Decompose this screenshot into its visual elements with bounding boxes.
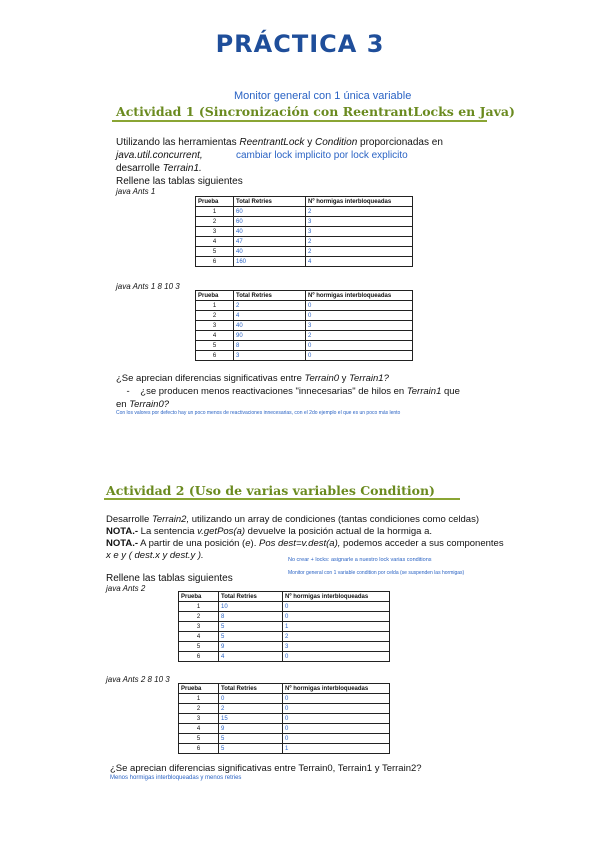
deadlocked-ants-cell: 0 xyxy=(283,694,390,704)
total-retries-cell: 4 xyxy=(234,311,306,321)
monitor-condition-note: Monitor general con 1 variable condition por celda (se suspenden las hormigas) xyxy=(288,570,465,576)
lock-note: cambiar lock implicito por lock explicito xyxy=(236,150,408,161)
deadlocked-ants-cell: 0 xyxy=(283,724,390,734)
table-header-row xyxy=(196,291,413,301)
table-row xyxy=(179,734,390,744)
total-retries-cell: 5 xyxy=(219,734,283,744)
table-row xyxy=(179,602,390,612)
column-header: Prueba xyxy=(196,291,234,301)
table-row xyxy=(179,744,390,754)
total-retries-cell: 8 xyxy=(234,341,306,351)
command-ants2: java Ants 2 xyxy=(106,584,146,593)
test-number-cell: 4 xyxy=(196,237,234,247)
table-act2-ants2-params xyxy=(178,683,390,754)
column-header: Nº hormigas interbloqueadas xyxy=(283,684,390,694)
test-number-cell: 5 xyxy=(179,734,219,744)
table-row xyxy=(179,622,390,632)
deadlocked-ants-cell: 0 xyxy=(283,704,390,714)
column-header: Total Retries xyxy=(219,684,283,694)
table-row xyxy=(196,227,413,237)
deadlocked-ants-cell: 0 xyxy=(283,612,390,622)
table-row xyxy=(196,331,413,341)
total-retries-cell: 90 xyxy=(234,331,306,341)
activity1-answer: Con los valores por defecto hay un poco menos de reactivaciones innecesarias, con el 2do ejemplo el que es un poco más lento xyxy=(116,410,401,416)
deadlocked-ants-cell: 0 xyxy=(283,652,390,662)
table-row xyxy=(196,247,413,257)
total-retries-cell: 10 xyxy=(219,602,283,612)
deadlocked-ants-cell: 1 xyxy=(283,744,390,754)
table-row xyxy=(196,301,413,311)
table-row xyxy=(179,652,390,662)
table-row xyxy=(179,612,390,622)
test-number-cell: 2 xyxy=(179,704,219,714)
activity1-heading: Actividad 1 (Sincronización con ReentrantLocks en Java) xyxy=(116,104,515,119)
monitor-note: Monitor general con 1 única variable xyxy=(234,90,412,102)
activity2-question: ¿Se aprecian diferencias significativas entre Terrain0, Terrain1 y Terrain2? xyxy=(110,763,422,774)
table-row xyxy=(179,714,390,724)
total-retries-cell: 2 xyxy=(234,301,306,311)
table-row xyxy=(179,642,390,652)
deadlocked-ants-cell: 0 xyxy=(306,301,413,311)
fill-tables-label: Rellene las tablas siguientes xyxy=(116,176,243,187)
total-retries-cell: 4 xyxy=(219,652,283,662)
table-row xyxy=(196,237,413,247)
table-row xyxy=(196,341,413,351)
table-row xyxy=(196,257,413,267)
total-retries-cell: 60 xyxy=(234,207,306,217)
activity1-paragraph: Utilizando las herramientas ReentrantLock y Condition proporcionadas en java.util.concurrent, desarrolle Terrain1. xyxy=(116,137,443,174)
test-number-cell: 6 xyxy=(196,257,234,267)
activity2-paragraph: Desarrolle Terrain2, utilizando un array de condiciones (tantas condiciones como celdas) NOTA.- La sentencia v.getPos(a) devuelve la posición actual de la hormiga a. NOTA.- A partir de una posición (e). Pos dest=v.dest(a), podemos acceder a sus componentes x e y ( dest.x y dest.y ). xyxy=(106,514,504,561)
total-retries-cell: 8 xyxy=(219,612,283,622)
total-retries-cell: 160 xyxy=(234,257,306,267)
command-ants2-params: java Ants 2 8 10 3 xyxy=(106,675,170,684)
column-header: Prueba xyxy=(196,197,234,207)
test-number-cell: 3 xyxy=(196,227,234,237)
table-header-row xyxy=(179,684,390,694)
table-header-row xyxy=(196,197,413,207)
deadlocked-ants-cell: 3 xyxy=(306,321,413,331)
table-row xyxy=(196,217,413,227)
deadlocked-ants-cell: 2 xyxy=(283,632,390,642)
test-number-cell: 2 xyxy=(196,217,234,227)
test-number-cell: 3 xyxy=(196,321,234,331)
test-number-cell: 6 xyxy=(179,744,219,754)
deadlocked-ants-cell: 2 xyxy=(306,207,413,217)
test-number-cell: 1 xyxy=(196,301,234,311)
table-header-row xyxy=(179,592,390,602)
test-number-cell: 3 xyxy=(179,622,219,632)
deadlocked-ants-cell: 2 xyxy=(306,237,413,247)
activity2-answer: Menos hormigas interbloqueadas y menos retries xyxy=(110,775,242,781)
total-retries-cell: 5 xyxy=(219,632,283,642)
column-header: Prueba xyxy=(179,684,219,694)
deadlocked-ants-cell: 4 xyxy=(306,257,413,267)
test-number-cell: 2 xyxy=(179,612,219,622)
deadlocked-ants-cell: 0 xyxy=(306,351,413,361)
table-act1-ants1-params xyxy=(195,290,413,361)
deadlocked-ants-cell: 3 xyxy=(306,227,413,237)
table-row xyxy=(196,321,413,331)
deadlocked-ants-cell: 2 xyxy=(306,331,413,341)
table-row xyxy=(179,724,390,734)
column-header: Total Retries xyxy=(234,291,306,301)
total-retries-cell: 40 xyxy=(234,247,306,257)
table-row xyxy=(196,311,413,321)
table-row xyxy=(196,207,413,217)
test-number-cell: 5 xyxy=(196,341,234,351)
test-number-cell: 6 xyxy=(196,351,234,361)
total-retries-cell: 47 xyxy=(234,237,306,247)
test-number-cell: 4 xyxy=(196,331,234,341)
command-ants1-params: java Ants 1 8 10 3 xyxy=(116,282,180,291)
test-number-cell: 2 xyxy=(196,311,234,321)
table-row xyxy=(179,704,390,714)
activity1-rule xyxy=(112,120,487,122)
test-number-cell: 5 xyxy=(179,642,219,652)
total-retries-cell: 2 xyxy=(219,704,283,714)
total-retries-cell: 9 xyxy=(219,724,283,734)
deadlocked-ants-cell: 3 xyxy=(306,217,413,227)
deadlocked-ants-cell: 0 xyxy=(306,341,413,351)
total-retries-cell: 9 xyxy=(219,642,283,652)
page-title: PRÁCTICA 3 xyxy=(215,30,385,58)
total-retries-cell: 5 xyxy=(219,622,283,632)
total-retries-cell: 40 xyxy=(234,321,306,331)
deadlocked-ants-cell: 3 xyxy=(283,642,390,652)
total-retries-cell: 3 xyxy=(234,351,306,361)
deadlocked-ants-cell: 1 xyxy=(283,622,390,632)
total-retries-cell: 15 xyxy=(219,714,283,724)
total-retries-cell: 40 xyxy=(234,227,306,237)
activity2-heading: Actividad 2 (Uso de varias variables Condition) xyxy=(106,483,435,498)
column-header: Total Retries xyxy=(219,592,283,602)
deadlocked-ants-cell: 0 xyxy=(283,734,390,744)
total-retries-cell: 0 xyxy=(219,694,283,704)
column-header: Total Retries xyxy=(234,197,306,207)
table-row xyxy=(196,351,413,361)
deadlocked-ants-cell: 2 xyxy=(306,247,413,257)
table-act1-ants1 xyxy=(195,196,413,267)
column-header: Nº hormigas interbloqueadas xyxy=(306,291,413,301)
column-header: Nº hormigas interbloqueadas xyxy=(306,197,413,207)
test-number-cell: 6 xyxy=(179,652,219,662)
test-number-cell: 1 xyxy=(179,694,219,704)
activity1-question: ¿Se aprecian diferencias significativas entre Terrain0 y Terrain1? - ¿se producen menos reactivaciones "innecesarias" de hilos en Terrain1 que en Terrain0? xyxy=(116,373,460,410)
test-number-cell: 4 xyxy=(179,632,219,642)
lock-conditions-note: No crear + locks: asignarle a nuestro lock varias conditions xyxy=(288,557,432,563)
deadlocked-ants-cell: 0 xyxy=(283,714,390,724)
test-number-cell: 4 xyxy=(179,724,219,734)
column-header: Prueba xyxy=(179,592,219,602)
test-number-cell: 1 xyxy=(179,602,219,612)
activity2-rule xyxy=(104,498,460,500)
column-header: Nº hormigas interbloqueadas xyxy=(283,592,390,602)
test-number-cell: 5 xyxy=(196,247,234,257)
total-retries-cell: 5 xyxy=(219,744,283,754)
table-act2-ants2 xyxy=(178,591,390,662)
fill-tables-label-2: Rellene las tablas siguientes xyxy=(106,573,233,584)
test-number-cell: 3 xyxy=(179,714,219,724)
command-ants1: java Ants 1 xyxy=(116,187,156,196)
test-number-cell: 1 xyxy=(196,207,234,217)
deadlocked-ants-cell: 0 xyxy=(283,602,390,612)
table-row xyxy=(179,694,390,704)
table-row xyxy=(179,632,390,642)
total-retries-cell: 60 xyxy=(234,217,306,227)
deadlocked-ants-cell: 0 xyxy=(306,311,413,321)
